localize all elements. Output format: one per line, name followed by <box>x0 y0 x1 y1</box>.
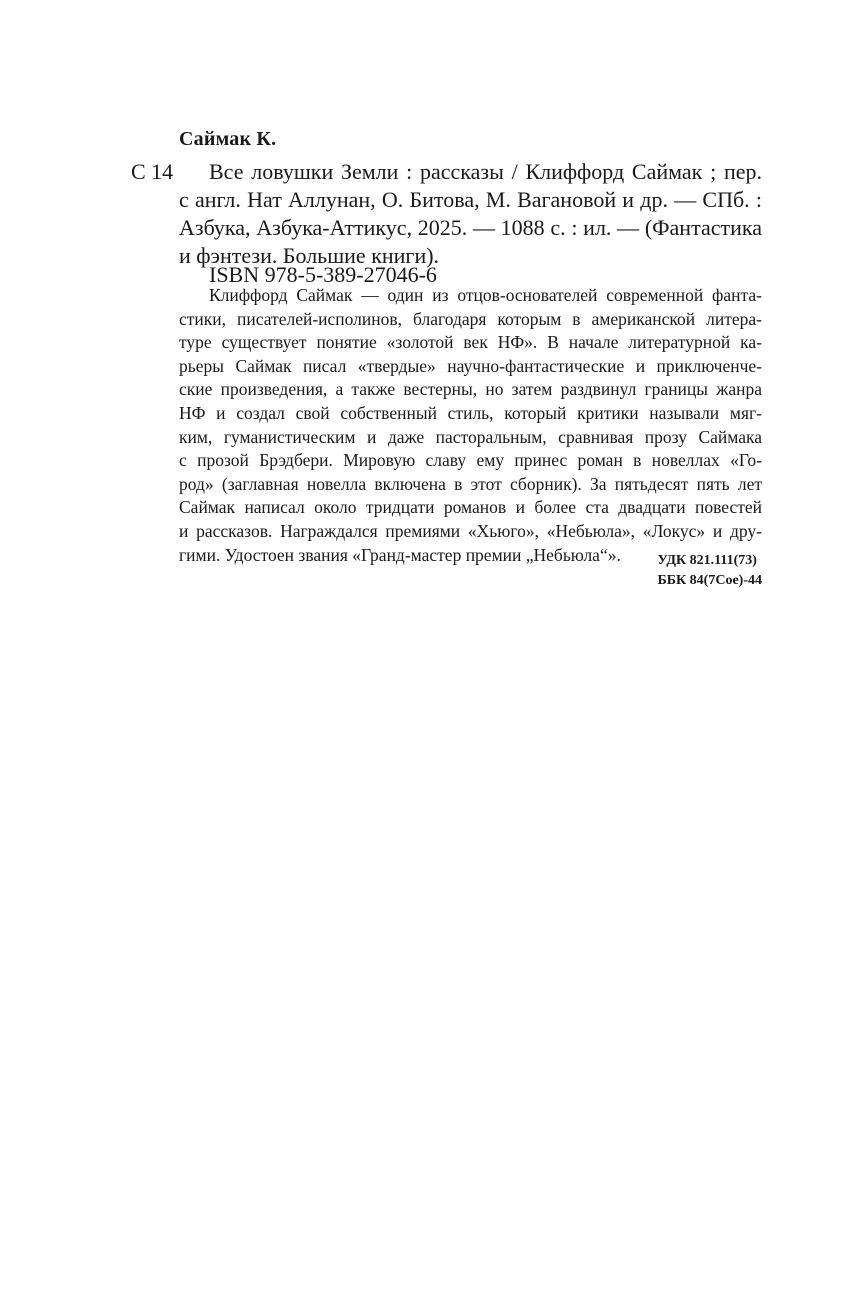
bbk-index: ББК 84(7Сое)-44 <box>657 573 762 588</box>
bibliographic-description <box>179 158 762 270</box>
classification-code: С 14 <box>131 159 174 184</box>
bibliographic-line: и фэнтези. Большие книги). <box>179 243 440 268</box>
annotation-line: с прозой Брэдбери. Мировую славу ему принес роман в новеллах «Го- <box>179 450 762 471</box>
bibliographic-line: с англ. Нат Аллунан, О. Битова, М. Вагановой и др. — СПб. : <box>179 187 762 212</box>
annotation-line: ким, гуманистическим и даже пасторальным, сравнивая прозу Саймака <box>179 426 762 447</box>
annotation-line: НФ и создал свой собственный стиль, который критики называли мяг- <box>179 402 762 423</box>
annotation-line: туре существует понятие «золотой век НФ». В начале литературной ка- <box>179 332 762 353</box>
annotation-line: ские произведения, а также вестерны, но затем раздвинул границы жанра <box>179 379 762 400</box>
bibliographic-line: Все ловушки Земли : рассказы / Клиффорд Саймак ; пер. <box>209 159 762 184</box>
annotation-line: Клиффорд Саймак — один из отцов-основателей современной фанта- <box>209 285 762 305</box>
annotation-line: гими. Удостоен звания «Гранд-мастер премии „Небьюла“». <box>179 544 621 565</box>
classification-indexes <box>658 551 762 591</box>
author-heading: Саймак К. <box>179 128 277 150</box>
annotation <box>179 284 762 567</box>
isbn: ISBN 978-5-389-27046-6 <box>209 262 437 287</box>
bibliographic-line: Азбука, Азбука-Аттикус, 2025. — 1088 с. : ил. — (Фантастика <box>179 215 762 240</box>
annotation-line: Саймак написал около тридцати романов и более ста двадцати повестей <box>179 497 762 518</box>
annotation-line: стики, писателей-исполинов, благодаря которым в американской литера- <box>179 308 762 329</box>
annotation-line: и рассказов. Награждался премиями «Хьюго», «Небьюла», «Локус» и дру- <box>179 520 762 541</box>
annotation-line: рьеры Саймак писал «твердые» научно-фантастические и приключенче- <box>179 355 762 376</box>
annotation-line: род» (заглавная новелла включена в этот сборник). За пятьдесят пять лет <box>179 473 762 494</box>
udk-index: УДК 821.111(73) <box>657 553 757 568</box>
